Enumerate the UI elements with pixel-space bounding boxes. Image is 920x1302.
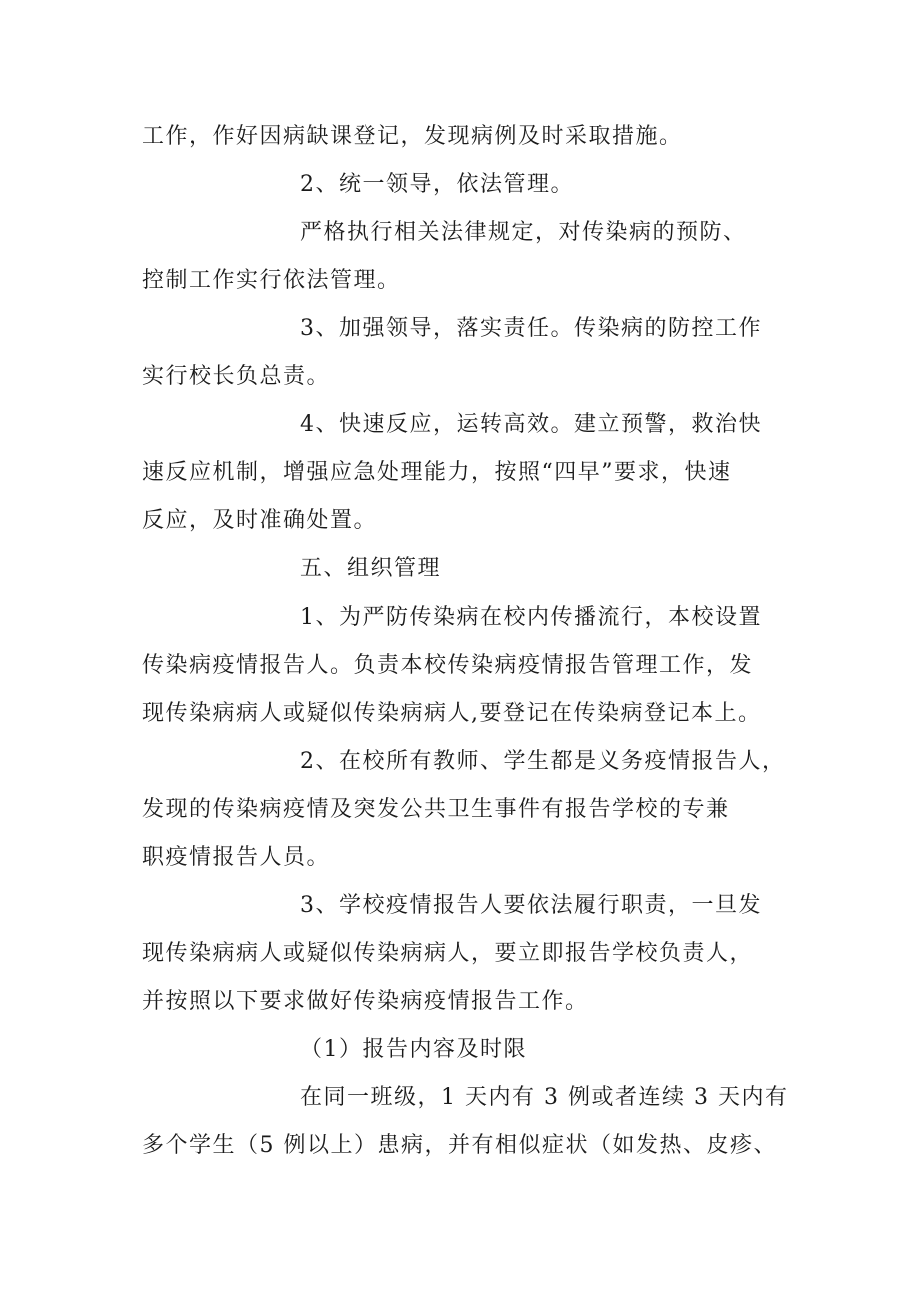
text-line: 多个学生（5 例以上）患病，并有相似症状（如发热、皮疹、: [142, 1133, 777, 1158]
subsection-heading: （1）报告内容及时限: [300, 1037, 527, 1062]
text-line: 发现的传染病疫情及突发公共卫生事件有报告学校的专兼: [142, 797, 730, 822]
text-line: 2、在校所有教师、学生都是义务疫情报告人，: [300, 749, 786, 774]
text-line: 1、为严防传染病在校内传播流行，本校设置: [300, 605, 762, 630]
text-line: 现传染病病人或疑似传染病病人,要登记在传染病登记本上。: [142, 701, 762, 726]
text-line: 工作，作好因病缺课登记，发现病例及时采取措施。: [142, 124, 683, 149]
text-line: 实行校长负总责。: [142, 364, 331, 389]
text-line: 3、加强领导，落实责任。传染病的防控工作: [300, 316, 762, 341]
section-heading: 五、组织管理: [300, 556, 442, 581]
text-line: 职疫情报告人员。: [142, 845, 331, 870]
text-line: 4、快速反应，运转高效。建立预警，救治快: [300, 412, 762, 437]
text-line: 3、学校疫情报告人要依法履行职责，一旦发: [300, 893, 762, 918]
text-line: 现传染病病人或疑似传染病病人，要立即报告学校负责人，: [142, 941, 754, 966]
text-line: 控制工作实行依法管理。: [142, 268, 401, 293]
section-heading: 2、统一领导，依法管理。: [300, 172, 574, 197]
text-line: 速反应机制，增强应急处理能力，按照“四早”要求，快速: [142, 460, 732, 485]
text-line: 传染病疫情报告人。负责本校传染病疫情报告管理工作，发: [142, 653, 754, 678]
text-line: 反应，及时准确处置。: [142, 508, 378, 533]
text-line: 并按照以下要求做好传染病疫情报告工作。: [142, 989, 589, 1014]
text-line: 严格执行相关法律规定，对传染病的预防、: [300, 220, 747, 245]
text-line: 在同一班级，1 天内有 3 例或者连续 3 天内有: [300, 1085, 789, 1110]
